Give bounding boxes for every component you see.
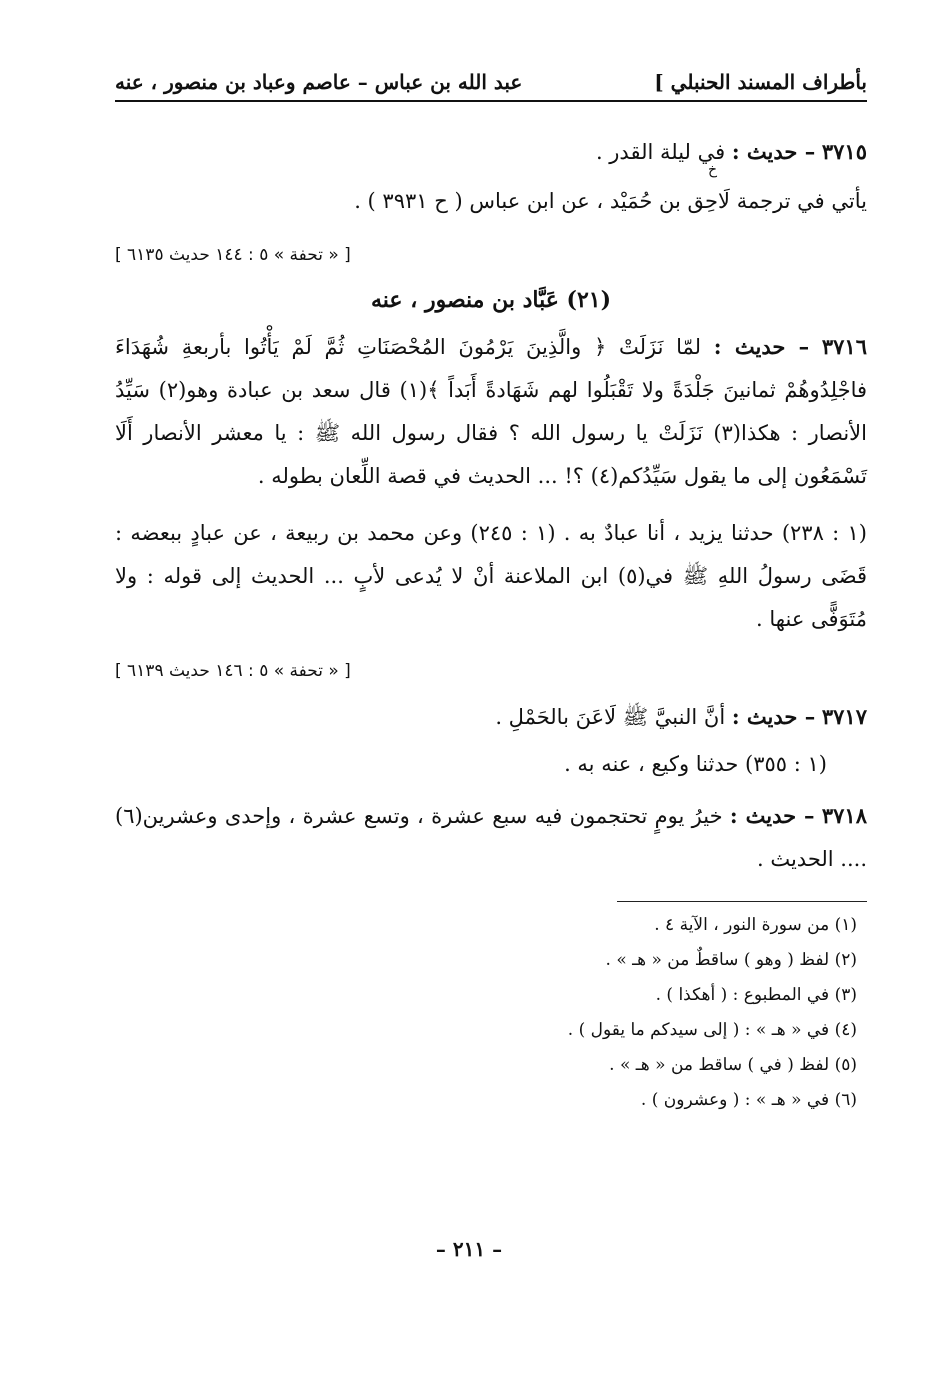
section-title: (٢١) عَبَّاد بن منصور ، عنه <box>370 287 612 313</box>
footnote: (٤) في « هـ » : ( إلى سيدكم ما يقول ) . <box>567 1020 857 1040</box>
document-page <box>115 70 867 1118</box>
tuhfa-reference: [ « تحفة » ٥ : ١٤٤ حديث ٦١٣٥ ] <box>115 245 351 265</box>
hadith-3715-note: يأتي في ترجمة لَاحِق بن حُمَيْد ، عن ابن عباس ( ح ٣٩٣١ ) . <box>354 189 867 213</box>
footnote: (١) من سورة النور ، الآية ٤ . <box>654 915 857 935</box>
hadith-label: – حديث : <box>713 334 810 359</box>
running-header <box>115 70 867 102</box>
hadith-text: خيرُ يومٍ تحتجمون فيه سبع عشرة ، وتسع عشرة ، وإحدى وعشرين(٦) .... الحديث . <box>115 804 867 871</box>
footnotes <box>115 908 867 1118</box>
hadith-number: ٣٧١٧ <box>821 704 867 729</box>
hadith-3716-chain: (١ : ٢٣٨) حدثنا يزيد ، أنا عبادٌ به . (١ : ٢٤٥) وعن محمد بن ربيعة ، عن عبادٍ ببعضه : قَضَى رسولُ اللهِ ﷺ في(٥) ابن الملاعنة أنْ لا يُدعى لأبٍ ... الحديث إلى قوله : ولا مُتَوَفًّى عنها . <box>115 521 867 631</box>
footnote: (٥) لفظ ( في ) ساقط من « هـ » . <box>609 1055 857 1075</box>
hadith-3717-chain: (١ : ٣٥٥) حدثنا وكيع ، عنه به . <box>564 752 827 776</box>
footnote: (٢) لفظ ( وهو ) ساقطٌ من « هـ » . <box>605 950 857 970</box>
hadith-3716 <box>115 325 867 498</box>
hadith-number: ٣٧١٥ <box>821 139 867 164</box>
header-book-title: بأطراف المسند الحنبلي ] <box>654 70 867 94</box>
hadith-label: – حديث : <box>731 704 816 729</box>
hadith-text: في ليلة القدر . <box>595 140 726 164</box>
hadith-3718 <box>115 794 867 881</box>
hadith-text: لمّا نَزَلَتْ ﴿ والَّذِينَ يَرْمُونَ المُحْصَنَاتِ ثُمَّ لَمْ يَأْتُوا بأربعةِ شُهَدَاءَ فاجْلِدُوهُمْ ثمانينَ جَلْدَةً ولا تَقْبَلُوا لهم شَهَادةً أَبَداً ﴾(١) قال سعد بن عبادة وهو(٢) سَيِّدُ الأنصار : هكذا(٣) نَزَلَتْ يا رسول الله ؟ فقال رسول الله ﷺ : يا معشر الأنصار أَلَا تَسْمَعُون إلى ما يقول سَيِّدُكم(٤) ؟! ... الحديث في قصة اللِّعان بطوله . <box>115 335 868 488</box>
hadith-3717 <box>115 695 867 739</box>
header-chapter-title: عبد الله بن عباس – عاصم وعباد بن منصور ، عنه <box>115 70 523 94</box>
hadith-number: ٣٧١٨ <box>821 803 867 828</box>
footnote: (٦) في « هـ » : ( وعشرون ) . <box>640 1090 857 1110</box>
hadith-number: ٣٧١٦ <box>821 334 867 359</box>
tuhfa-reference: [ « تحفة » ٥ : ١٤٦ حديث ٦١٣٩ ] <box>115 661 351 681</box>
hadith-text: أنَّ النبيَّ ﷺ لَاعَنَ بالحَمْلِ . <box>495 705 726 729</box>
footnote: (٣) في المطبوع : ( أهكذا ) . <box>655 985 857 1005</box>
hadith-label: – حديث : <box>729 803 815 828</box>
footnote-separator <box>617 901 867 902</box>
page-number: – ٢١١ – <box>435 1237 503 1261</box>
mark-letter: خ <box>707 162 717 178</box>
hadith-label: – حديث : <box>731 139 816 164</box>
